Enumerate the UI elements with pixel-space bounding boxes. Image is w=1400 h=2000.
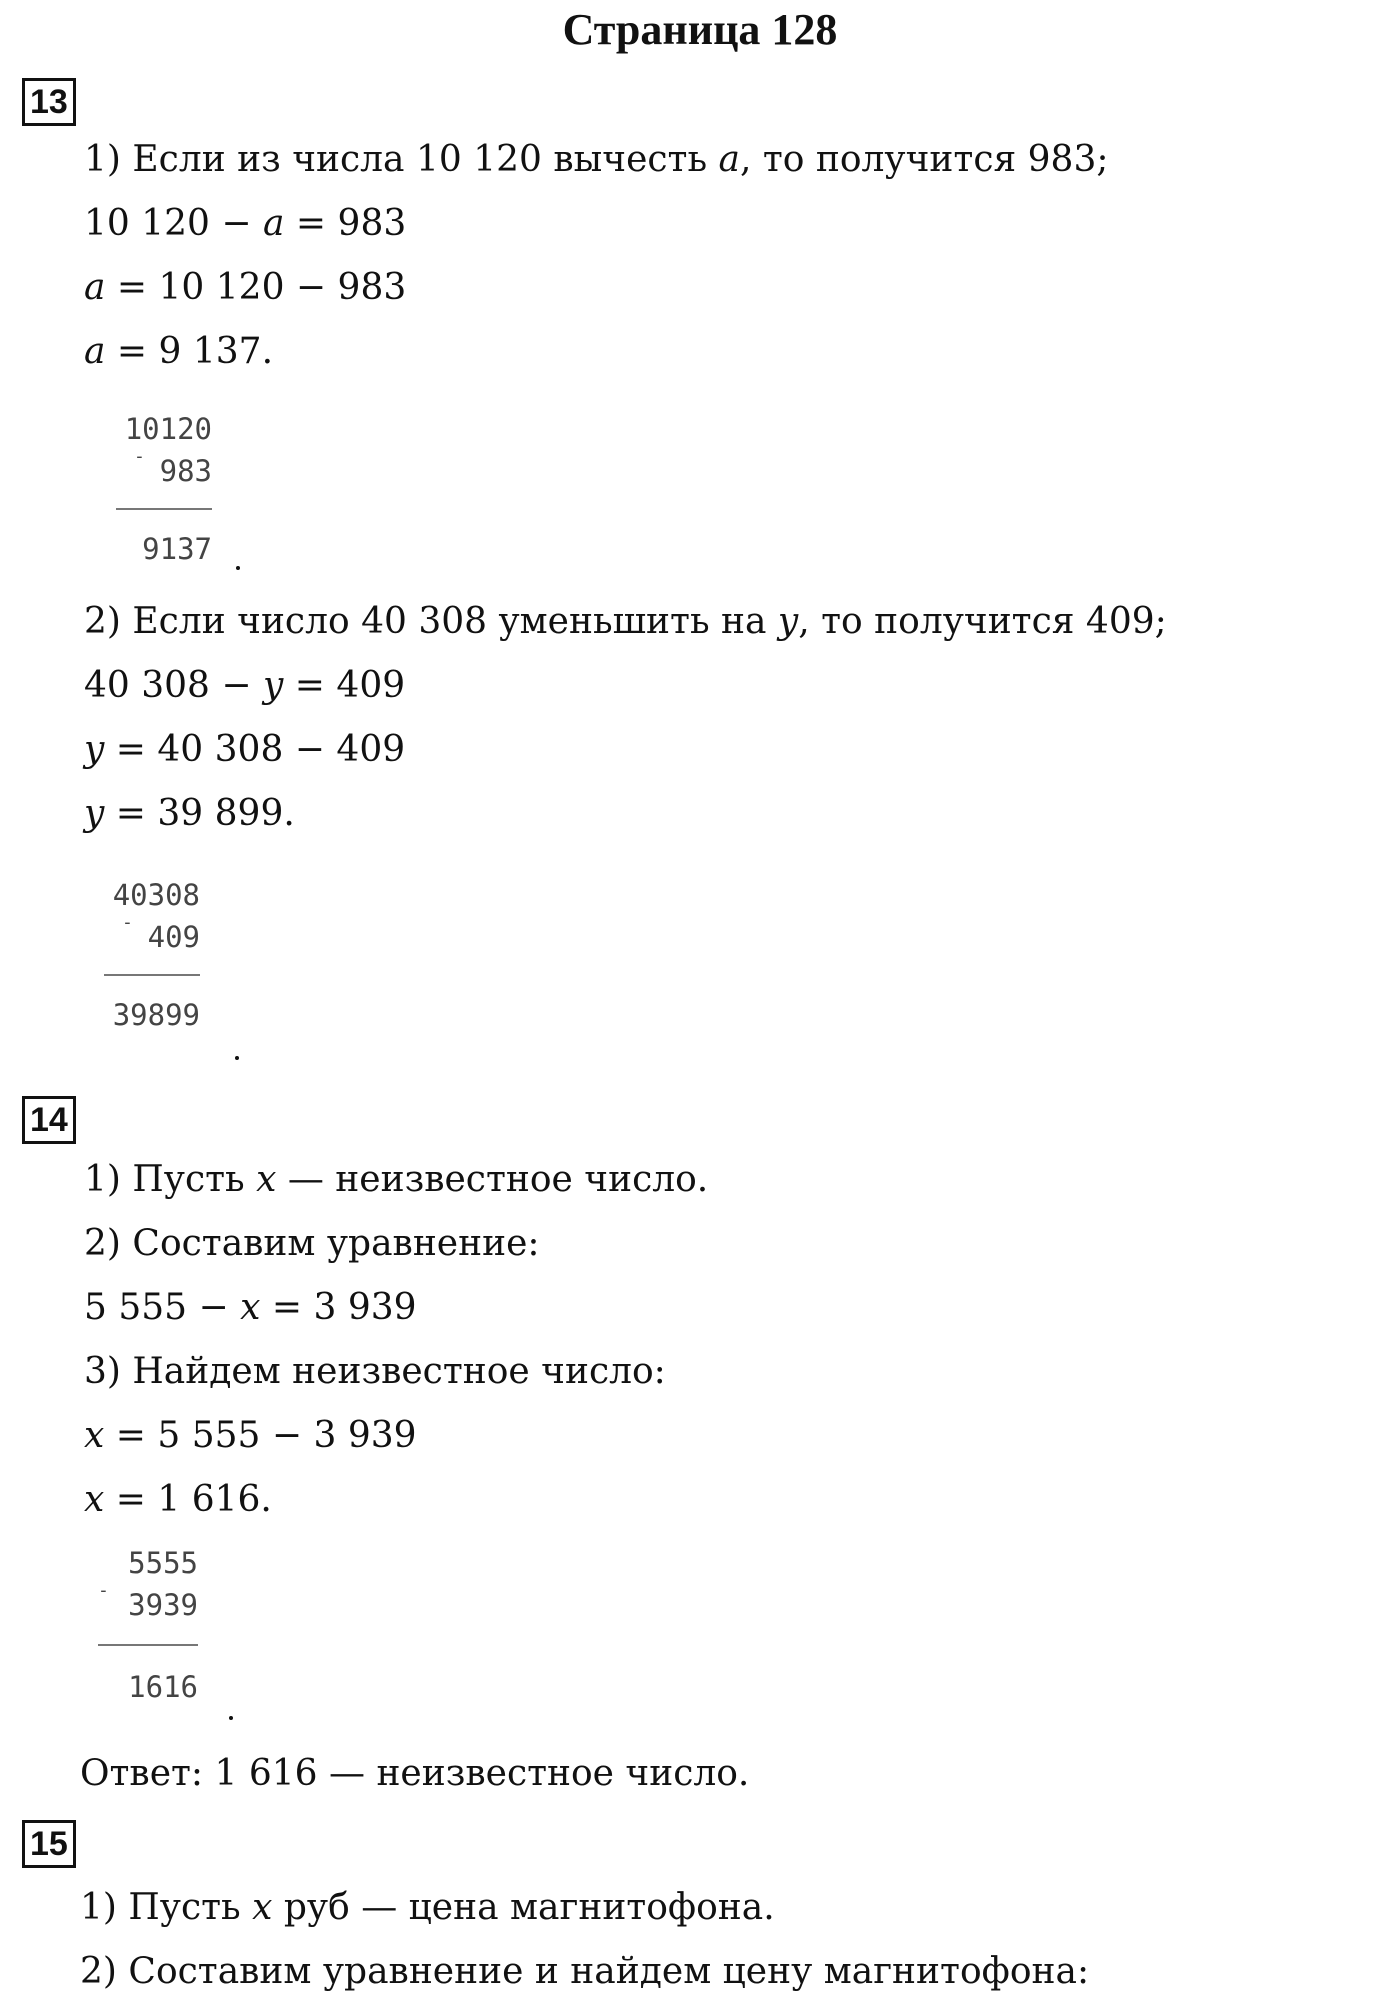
task14-line-2: 2) Составим уравнение: xyxy=(84,1223,540,1264)
task13-line-1: 1) Если из числа 10 120 вычесть a, то получится 983; xyxy=(84,139,1109,180)
task14-answer: Ответ: 1 616 — неизвестное число. xyxy=(80,1753,750,1794)
column-subtraction-2 xyxy=(104,878,200,1038)
task15-line-1: 1) Пусть x руб — цена магнитофона. xyxy=(80,1887,775,1928)
column-subtraction-1 xyxy=(116,412,212,572)
column-subtraction-3 xyxy=(98,1546,198,1706)
result-bar xyxy=(104,974,200,976)
task15-line-2: 2) Составим уравнение и найдем цену магнитофона: xyxy=(80,1951,1090,1992)
result: 9137 xyxy=(142,532,212,566)
minuend: 10120 xyxy=(124,412,212,446)
task13-line-2: 10 120 − a = 983 xyxy=(84,203,407,244)
result-bar xyxy=(116,508,212,510)
task14-line-3: 5 555 − x = 3 939 xyxy=(84,1287,417,1328)
task-number-13: 13 xyxy=(22,78,76,126)
page-title: Страница 128 xyxy=(562,5,838,54)
task14-line-5: x = 5 555 − 3 939 xyxy=(84,1415,417,1456)
minus-sign: - xyxy=(134,446,145,467)
result: 39899 xyxy=(112,998,200,1032)
task14-line-1: 1) Пусть x — неизвестное число. xyxy=(84,1159,709,1200)
minuend: 40308 xyxy=(112,878,200,912)
task13-line-6: 40 308 − y = 409 xyxy=(84,665,406,706)
subtrahend: 409 xyxy=(147,920,200,954)
task14-line-4: 3) Найдем неизвестное число: xyxy=(84,1351,666,1392)
task-number-14: 14 xyxy=(22,1096,76,1144)
task13-line-4: a = 9 137. xyxy=(84,331,274,372)
minus-sign: - xyxy=(122,912,133,933)
task13-line-3: a = 10 120 − 983 xyxy=(84,267,407,308)
subtrahend: 3939 xyxy=(128,1588,198,1622)
subtrahend: 983 xyxy=(159,454,212,488)
result: 1616 xyxy=(128,1670,198,1704)
task-number-15: 15 xyxy=(22,1820,76,1868)
minus-sign: - xyxy=(98,1580,109,1601)
period-dot xyxy=(236,566,240,570)
period-dot xyxy=(229,1716,233,1720)
task13-line-5: 2) Если число 40 308 уменьшить на y, то получится 409; xyxy=(84,601,1167,642)
result-bar xyxy=(98,1644,198,1646)
task13-line-7: y = 40 308 − 409 xyxy=(84,729,406,770)
period-dot xyxy=(235,1056,239,1060)
task13-line-8: y = 39 899. xyxy=(84,793,295,834)
task14-line-6: x = 1 616. xyxy=(84,1479,272,1520)
minuend: 5555 xyxy=(128,1546,198,1580)
